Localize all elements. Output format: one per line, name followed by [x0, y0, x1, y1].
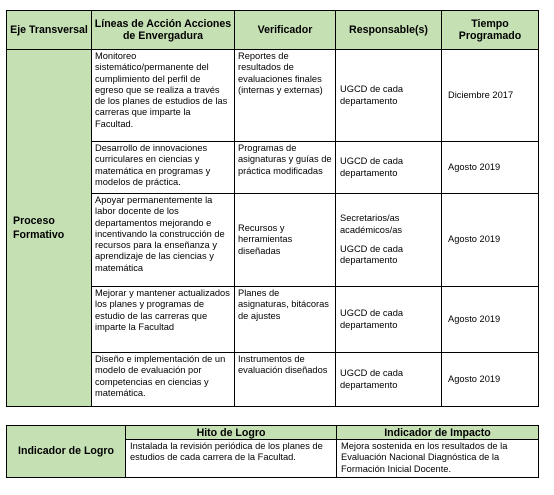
action-cell: Diseño e implementación de un modelo de evaluación por competencias en ciencias y matemática.: [92, 353, 235, 407]
indicator-table: [6, 425, 539, 478]
tiempo-cell: Agosto 2019: [442, 287, 539, 353]
responsable-line: UGCD de cada departamento: [340, 308, 404, 330]
action-cell: Desarrollo de innovaciones curriculares en ciencias y matemática en programas y modelos de práctica.: [92, 142, 235, 194]
tiempo-cell: Agosto 2019: [442, 353, 539, 407]
impacto-header: Indicador de Impacto: [337, 426, 539, 440]
tiempo-cell: Agosto 2019: [442, 142, 539, 194]
verificador-cell: Planes de asignaturas, bitácoras de ajustes: [235, 287, 336, 353]
responsable-cell: [336, 353, 442, 407]
hito-text: Instalada la revisión periódica de los planes de estudios de cada carrera de la Facultad.: [126, 440, 337, 478]
responsable-cell: [336, 287, 442, 353]
verificador-cell: Reportes de resultados de evaluaciones finales (internas y externas): [235, 50, 336, 142]
responsable-line: UGCD de cada departamento: [340, 84, 404, 106]
action-cell: Apoyar permanentemente la labor docente de los departamentos mejorando e incentivando la construcción de recursos para la enseñanza y aprendizaje de las ciencias y matemática: [92, 194, 235, 287]
impacto-text: Mejora sostenida en los resultados de la Evaluación Nacional Diagnóstica de la Formación Inicial Docente.: [337, 440, 539, 478]
indicator-header-row: [7, 426, 539, 440]
verificador-cell: Recursos y herramientas diseñadas: [235, 194, 336, 287]
verificador-cell: Programas de asignaturas y guías de práctica modificadas: [235, 142, 336, 194]
action-plan-table: [6, 10, 539, 407]
hito-header: Hito de Logro: [126, 426, 337, 440]
header-lineas: Líneas de Acción Acciones de Envergadura: [92, 11, 235, 50]
header-eje: Eje Transversal: [7, 11, 92, 50]
eje-transversal-cell: Proceso Formativo: [7, 50, 92, 407]
tiempo-cell: Agosto 2019: [442, 194, 539, 287]
header-responsable: Responsable(s): [336, 11, 442, 50]
header-row: [7, 11, 539, 50]
action-cell: Monitoreo sistemático/permanente del cumplimiento del perfil de egreso que se realiza a través de los planes de estudios de las carreras que imparte la Facultad.: [92, 50, 235, 142]
header-verificador: Verificador: [235, 11, 336, 50]
verificador-cell: Instrumentos de evaluación diseñados: [235, 353, 336, 407]
responsable-line: Secretarios/as académicos/as: [340, 213, 403, 235]
action-cell: Mejorar y mantener actualizados los planes y programas de estudio de las carreras que imparte la Facultad: [92, 287, 235, 353]
header-tiempo: Tiempo Programado: [442, 11, 539, 50]
responsable-cell: [336, 50, 442, 142]
responsable-line: UGCD de cada departamento: [340, 244, 404, 266]
responsable-line: UGCD de cada departamento: [340, 368, 404, 390]
responsable-cell: [336, 194, 442, 287]
responsable-line: UGCD de cada departamento: [340, 156, 404, 178]
responsable-cell: [336, 142, 442, 194]
tiempo-cell: Diciembre 2017: [442, 50, 539, 142]
table-row: [7, 50, 539, 142]
indicador-logro-label: Indicador de Logro: [7, 426, 126, 478]
